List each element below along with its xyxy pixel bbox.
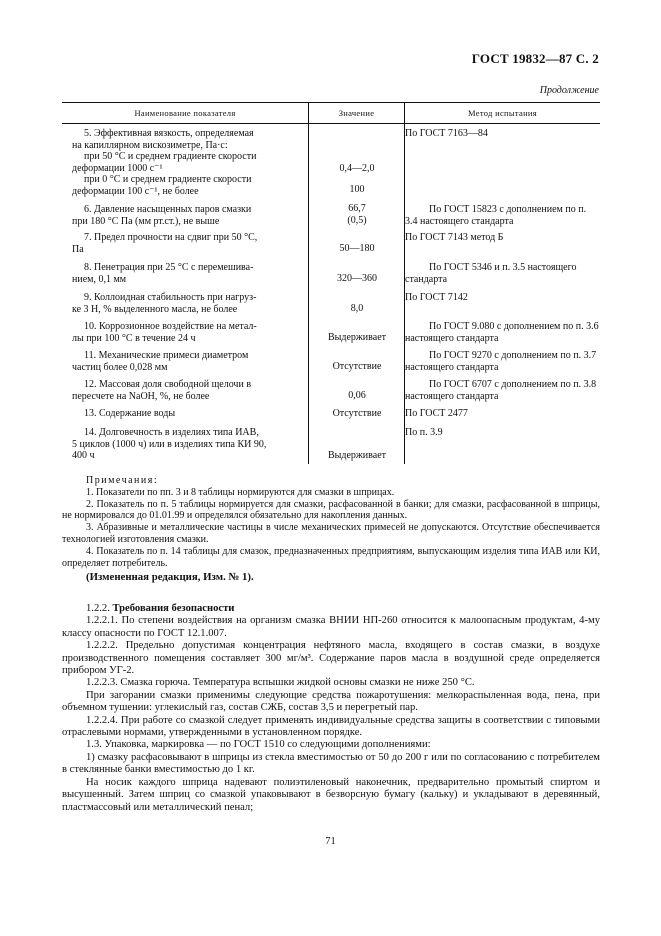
table-row-5-name: 5. Эффективная вязкость, определяемая на капиллярном вискозиметре, Па·с: при 50 °С и среднем градиенте скорости деформации 1000 с⁻¹ при 0 °С и среднем градиенте скорости деформации 100 с⁻¹, не более <box>72 128 257 197</box>
table-row-5-value-1: 0,4—2,0 <box>339 163 375 174</box>
note-2: 2. Показатель по п. 5 таблицы нормируется для смазки, расфасованной в банки; для смазки, расфасованной в шприцы, не нормировался до 01.01.99 и определялся обязательно для накопления данных. <box>62 498 600 522</box>
table-row-8-method: По ГОСТ 5346 и п. 3.5 настоящего стандарта <box>405 262 577 285</box>
paragraph-6: 1.3. Упаковка, маркировка — по ГОСТ 1510 со следующими дополнениями: <box>86 739 431 751</box>
table-row-8-name: 8. Пенетрация при 25 °С с перемешива- нием, 0,1 мм <box>72 262 254 285</box>
amendment-note: (Измененная редакция, Изм. № 1). <box>86 571 254 584</box>
table-row-8-value: 320—360 <box>337 273 377 284</box>
table-row-12-name: 12. Массовая доля свободной щелочи в пересчете на NaOH, %, не более <box>72 379 252 402</box>
page-header: ГОСТ 19832—87 С. 2 <box>471 51 599 66</box>
table-row-11-name: 11. Механические примеси диаметром частиц более 0,028 мм <box>72 350 249 373</box>
table-row-9-value: 8,0 <box>350 303 364 314</box>
note-3: 3. Абразивные и металлические частицы в числе механических примесей не допускаются. Отсутствие обеспечивается технологией изготовления смазки. <box>62 522 600 545</box>
table-row-10-value: Выдерживает <box>327 332 386 343</box>
table-row-14-method: По п. 3.9 <box>405 427 443 438</box>
paragraph-4: При загорании смазки применимы следующие средства пожаротушения: мелкораспыленная вода, пена, при объемном тушении: углекислый газ, состав СЖБ, состав 3,5 и перегретый пар. <box>62 689 600 714</box>
table-row-11-value: Отсутствие <box>332 361 382 372</box>
table-row-10-method: По ГОСТ 9.080 с дополнением по п. 3.6 настоящего стандарта <box>405 321 599 344</box>
table-row-11-method: По ГОСТ 9270 с дополнением по п. 3.7 настоящего стандарта <box>405 350 597 373</box>
table-col-divider-1 <box>308 102 309 464</box>
table-row-7-method: По ГОСТ 7143 метод Б <box>405 232 504 243</box>
paragraph-7: 1) смазку расфасовывают в шприцы из стекла вместимостью от 50 до 200 г или по согласованию с потребителем в стеклянные банки вместимостью до 1 кг. <box>62 751 600 776</box>
paragraph-2: 1.2.2.2. Предельно допустимая концентрация нефтяного масла, входящего в состав смазки, в воздухе производственного помещения составляет 300 мг/м³. Содержание паров масла в воздушной среде определяется прибором УГ-2. <box>62 640 600 677</box>
paragraph-1: 1.2.2.1. По степени воздействия на организм смазка ВНИИ НП-260 относится к малоопасным продуктам, 4-му классу опасности по ГОСТ 12.1.007. <box>62 615 600 639</box>
note-1: 1. Показатели по пп. 3 и 8 таблицы нормируются для смазки в шприцах. <box>86 486 395 498</box>
table-row-14-value: Выдерживает <box>327 450 386 461</box>
table-header-rule <box>62 123 600 124</box>
table-row-6-method: По ГОСТ 15823 с дополнением по п. 3.4 настоящего стандарта <box>405 204 587 227</box>
col-header-method: Метод испытания <box>468 108 537 118</box>
table-row-9-name: 9. Коллоидная стабильность при нагруз- ке 3 Н, % выделенного масла, не более <box>72 292 257 315</box>
table-row-6-value-1: 66,7 <box>348 203 366 214</box>
table-row-13-method: По ГОСТ 2477 <box>405 408 468 419</box>
table-row-6-value-2: (0,5) <box>347 215 367 226</box>
notes-title: Примечания: <box>86 475 159 486</box>
table-row-14-name: 14. Долговечность в изделиях типа ИАВ, 5 циклов (1000 ч) или в изделиях типа КИ 90, 400 ч <box>72 427 267 462</box>
body-text <box>62 603 600 814</box>
table-row-10-name: 10. Коррозионное воздействие на метал- лы при 100 °С в течение 24 ч <box>72 321 257 344</box>
col-header-name: Наименование показателя <box>134 108 236 118</box>
section-heading: 1.2.2. Требования безопасности <box>86 603 235 614</box>
notes-block <box>62 475 600 584</box>
table-row-9-method: По ГОСТ 7142 <box>405 292 468 303</box>
continuation-label: Продолжение <box>539 85 599 96</box>
table-row-13-value: Отсутствие <box>332 408 382 419</box>
table-row-7-name: 7. Предел прочности на сдвиг при 50 °С, Па <box>72 232 258 255</box>
paragraph-5: 1.2.2.4. При работе со смазкой следует применять индивидуальные средства защиты в соответствии с типовыми отраслевыми нормами, утвержденными в установленном порядке. <box>62 714 600 739</box>
note-4: 4. Показатель по п. 14 таблицы для смазок, предназначенных предприятиям, выпускающим изделия типа ИАВ или КИ, определяет потребитель. <box>62 545 600 569</box>
table-row-6-name: 6. Давление насыщенных паров смазки при 180 °С Па (мм рт.ст.), не выше <box>72 204 252 227</box>
table-row-5-method: По ГОСТ 7163—84 <box>405 128 488 139</box>
page-number: 71 <box>325 836 336 847</box>
paragraph-8: На носик каждого шприца надевают полиэтиленовый наконечник, предварительно промытый спиртом и высушенный. Затем шприц со смазкой упаковывают в безворсную бумагу (кальку) и укладывают в деревянный, пластмассовый или металлический пенал; <box>62 776 600 813</box>
col-header-value: Значение <box>338 108 375 118</box>
table-row-5-value-2: 100 <box>349 184 365 195</box>
table-row-12-method: По ГОСТ 6707 с дополнением по п. 3.8 настоящего стандарта <box>405 379 597 402</box>
table-row-7-value: 50—180 <box>339 243 375 254</box>
table-row-12-value: 0,06 <box>348 390 366 401</box>
table-row-13-name: 13. Содержание воды <box>84 408 176 419</box>
paragraph-3: 1.2.2.3. Смазка горюча. Температура вспышки жидкой основы смазки не ниже 250 °С. <box>86 677 475 689</box>
